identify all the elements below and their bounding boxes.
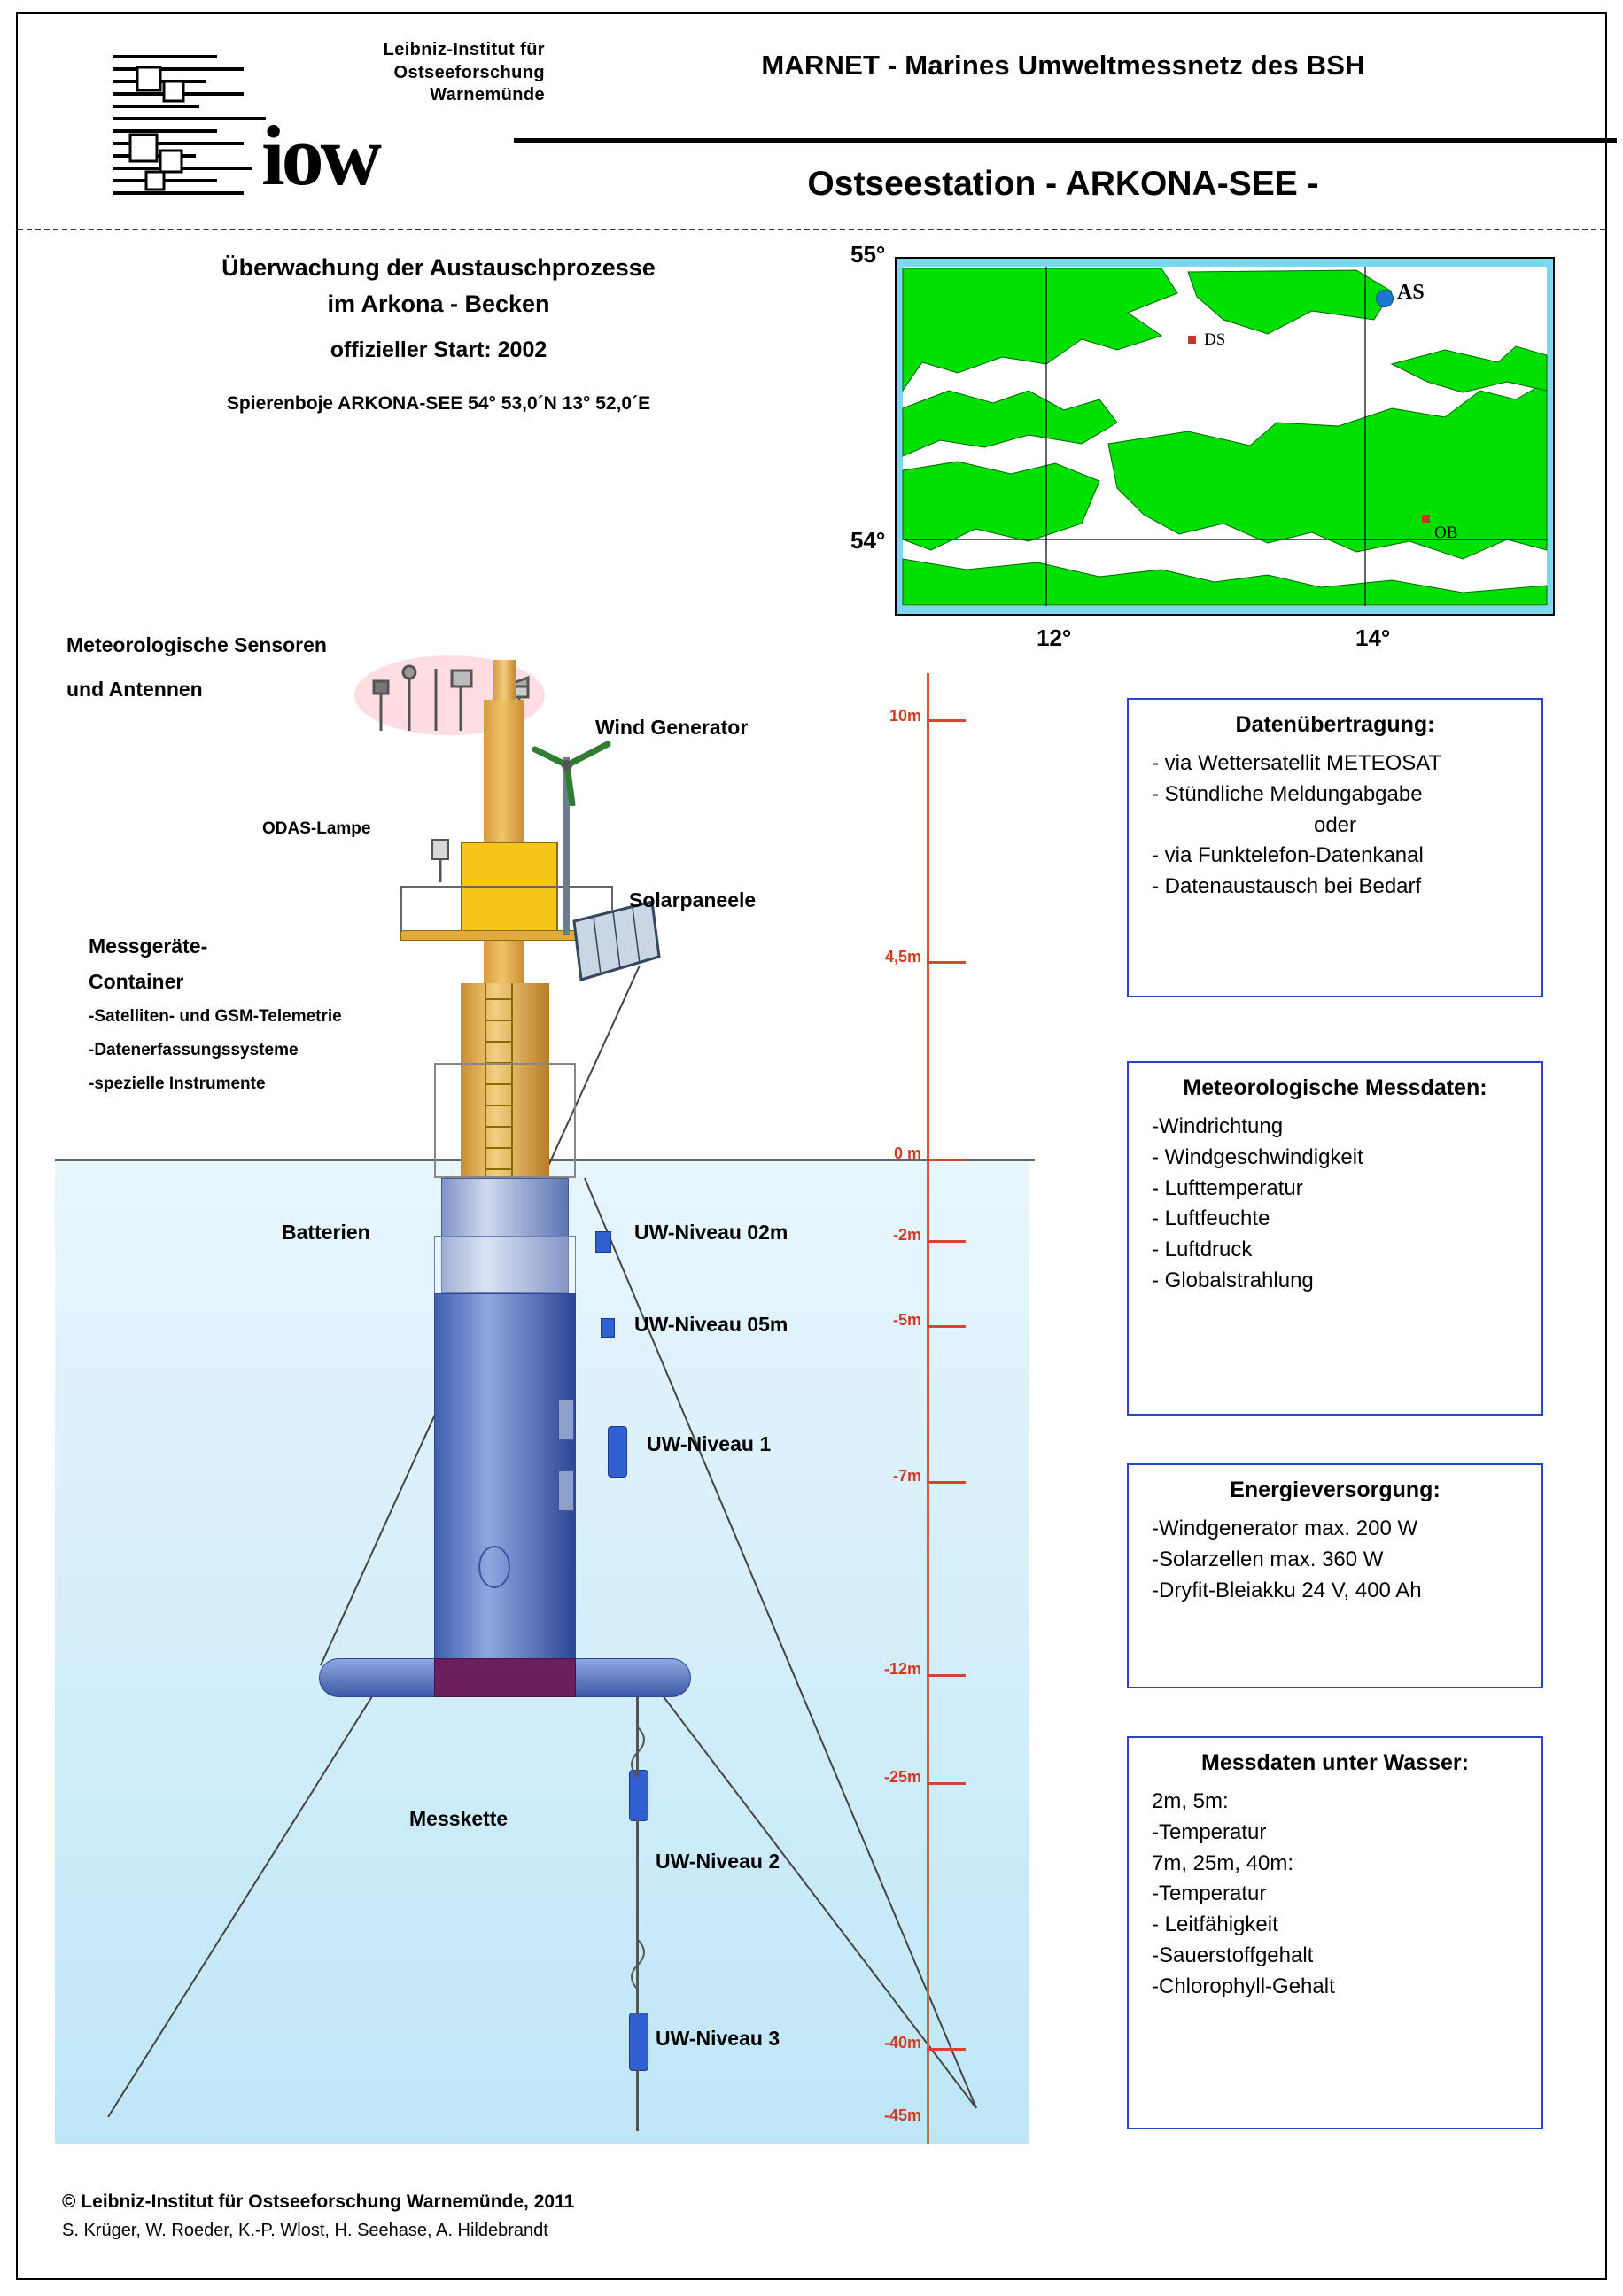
depth-tick-0m [927,1159,966,1161]
label-met-sensors-2: und Antennen [66,678,203,701]
info-box-title: Messdaten unter Wasser: [1201,1750,1469,1775]
intro-start: offizieller Start: 2002 [330,337,547,362]
list-item: - Windgeschwindigkeit [1152,1144,1363,1169]
depth-label-7m: -7m [892,1467,921,1485]
map-station-OB-label: OB [1434,524,1458,542]
info-box-messdaten-unter-wasser [1127,1736,1543,2129]
list-item: - Datenaustausch bei Bedarf [1152,874,1422,899]
footer-copyright: © Leibniz-Institut für Ostseeforschung Warnemünde, 2011 [62,2191,575,2212]
buoy-hull [434,1293,576,1665]
logo-line-1: Leibniz-Institut für [383,40,545,59]
label-container-line-3: -spezielle Instrumente [89,1074,266,1093]
list-item: - Luftfeuchte [1152,1206,1270,1231]
list-item: -Solarzellen max. 360 W [1152,1547,1384,1571]
footer-authors: S. Krüger, W. Roeder, K.-P. Wlost, H. Seehase, A. Hildebrandt [62,2220,548,2240]
list-item: - Stündliche Meldungabgabe [1152,781,1423,806]
label-odas-lamp: ODAS-Lampe [262,819,371,838]
info-box-list [1129,745,1541,917]
logo-bars-icon [111,48,279,216]
label-wind-generator: Wind Generator [595,716,749,739]
logo-wordmark: iow [261,108,378,203]
label-uw-1: UW-Niveau 1 [647,1432,772,1455]
depth-tick-25m [927,1782,966,1785]
intro-line-2: im Arkona - Becken [327,290,550,317]
uw-sensor-05m [601,1318,615,1338]
depth-tick-40m [927,2048,966,2051]
info-box-list [1129,1783,1541,2017]
header-title-top: MARNET - Marines Umweltmessnetz des BSH [761,50,1365,81]
list-item: - via Funktelefon-Datenkanal [1152,843,1424,868]
map-station-OB-marker [1422,515,1430,523]
map-graphic [896,258,1554,615]
map-label-lat-top: 55° [850,241,886,268]
label-messkette: Messkette [409,1807,509,1830]
logo-text [315,39,545,107]
label-uw-2: UW-Niveau 2 [656,1850,780,1873]
depth-label-10m: 10m [889,707,921,725]
label-met-sensors-1: Meteorologische Sensoren [66,633,327,656]
iow-logo [62,30,545,225]
depth-tick-7m [927,1481,966,1484]
intro-line-1: Überwachung der Austauschprozesse [221,254,656,281]
locator-map [850,241,1541,651]
depth-label-4-5m: 4,5m [884,948,921,966]
list-item: - Lufttemperatur [1152,1175,1303,1200]
buoy-collar-center [434,1658,576,1697]
depth-tick-45m-up [927,961,966,964]
logo-line-3: Warnemünde [430,85,545,105]
uw-sensor-1 [608,1426,627,1478]
header-dashed-divider [18,229,1605,230]
list-item: 7m, 25m, 40m: [1152,1850,1294,1875]
intro-block [80,250,797,415]
list-item: -Temperatur [1152,1881,1267,1906]
label-container-2: Container [89,970,184,993]
poster-footer [62,2188,1125,2245]
label-batteries: Batterien [282,1221,370,1244]
info-box-list [1129,1510,1541,1620]
poster-header [18,14,1605,222]
depth-scale-axis [927,673,929,2144]
info-box-title: Meteorologische Messdaten: [1183,1075,1487,1100]
map-label-lon-left: 12° [1037,624,1072,651]
depth-label-5m: -5m [892,1311,921,1329]
label-uw-05m: UW-Niveau 05m [634,1313,788,1336]
depth-label-2m: -2m [892,1226,921,1244]
list-item: -Sauerstoffgehalt [1152,1943,1314,1967]
list-item: -Dryfit-Bleiakku 24 V, 400 Ah [1152,1578,1422,1602]
page-title: Ostseestation - ARKONA-SEE - [807,165,1319,203]
list-item: -Windgenerator max. 200 W [1152,1516,1418,1540]
depth-label-12m: -12m [883,1660,921,1678]
info-box-meteorologische-messdaten [1127,1061,1543,1416]
info-box-title: Datenübertragung: [1235,712,1435,737]
uw-sensor-02m [595,1231,611,1253]
chain-coils-icon [620,1727,659,2082]
hull-fitting-1 [558,1400,574,1440]
list-item: - Globalstrahlung [1152,1268,1314,1292]
list-item: -Temperatur [1152,1819,1267,1844]
list-item: -Chlorophyll-Gehalt [1152,1974,1335,1998]
info-box-energieversorgung [1127,1463,1543,1688]
logo-mark-icon [111,48,279,216]
map-label-lat-bottom: 54° [850,527,886,554]
depth-tick-2m [927,1240,966,1243]
battery-compartment [434,1236,576,1298]
depth-tick-12m [927,1674,966,1677]
logo-line-2: Ostseeforschung [393,62,545,82]
depth-label-45m: -45m [883,2106,921,2124]
info-box-datenuebertragung [1127,698,1543,997]
intro-position: Spierenboje ARKONA-SEE 54° 53,0´N 13° 52,0´E [226,393,651,414]
list-item: - Luftdruck [1152,1237,1253,1262]
map-station-DS-marker [1188,336,1196,344]
label-container-line-1: -Satelliten- und GSM-Telemetrie [89,1007,342,1026]
map-station-AS-label: AS [1397,281,1425,304]
info-box-title: Energieversorgung: [1230,1478,1441,1502]
list-item: 2m, 5m: [1152,1789,1229,1813]
list-item: oder [1313,812,1357,837]
depth-label-25m: -25m [883,1768,921,1786]
map-station-DS-label: DS [1204,330,1226,349]
list-item: - Leitfähigkeit [1152,1912,1278,1937]
map-canvas [895,257,1555,616]
hull-hatch [478,1546,510,1588]
map-label-lon-right: 14° [1355,624,1391,651]
label-uw-3: UW-Niveau 3 [656,2027,780,2050]
map-station-AS-marker [1376,290,1394,307]
label-container-line-2: -Datenerfassungssysteme [89,1041,299,1059]
depth-tick-10m [927,719,966,722]
depth-tick-5m [927,1325,966,1328]
depth-label-40m: -40m [883,2034,921,2052]
header-divider [514,138,1617,144]
label-uw-02m: UW-Niveau 02m [634,1221,788,1244]
label-container-1: Messgeräte- [89,935,208,958]
label-solar-panels: Solarpaneele [629,888,757,911]
depth-label-0m: 0 m [893,1144,921,1162]
container-cage [434,1063,576,1178]
hull-fitting-2 [558,1470,574,1511]
list-item: - via Wettersatellit METEOSAT [1152,751,1442,775]
info-box-list [1129,1108,1541,1311]
list-item: -Windrichtung [1152,1114,1284,1138]
